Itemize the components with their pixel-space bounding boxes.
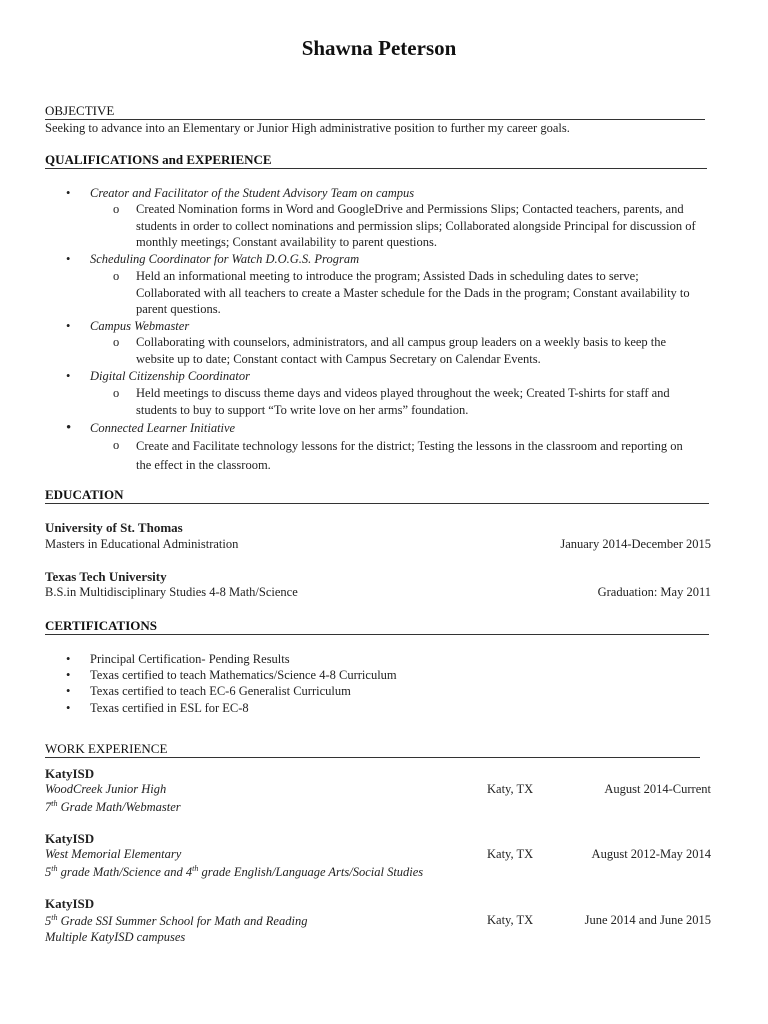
qualification-detail-text: Held meetings to discuss theme days and videos played throughout the week; Created T-shirts for staff and students to buy to support “To write love on her arms” foundation. [136, 386, 670, 417]
bullet-icon: • [66, 252, 71, 266]
qualification-title: Digital Citizenship Coordinator [90, 369, 250, 383]
job-role [45, 799, 181, 815]
certifications-heading [45, 618, 709, 635]
qualification-detail-text: Create and Facilitate technology lessons for the district; Testing the lessons in the classroom and reporting on the effect in the classroom. [136, 439, 683, 472]
job-employer: KatyISD [45, 831, 95, 846]
job-role-num: 5 [45, 865, 52, 880]
job-place-sup: th [51, 913, 58, 922]
job-dates: August 2012-May 2014 [591, 847, 711, 861]
bullet-icon: • [66, 369, 71, 383]
bullet-icon: • [66, 186, 71, 200]
sub-bullet-icon: o [113, 269, 120, 283]
job-dates: June 2014 and June 2015 [584, 913, 711, 927]
job-role-sup2: th [192, 864, 199, 873]
job-place: West Memorial Elementary [45, 847, 182, 861]
qualification-title: Connected Learner Initiative [90, 421, 236, 435]
job-place [45, 913, 307, 929]
sub-bullet-icon: o [113, 202, 120, 216]
education-school: Texas Tech University [45, 569, 167, 584]
certification-text: Texas certified to teach Mathematics/Science 4-8 Curriculum [90, 668, 397, 682]
job-role-sup: th [51, 864, 58, 873]
bullet-icon: • [66, 668, 71, 682]
bullet-icon: • [66, 420, 72, 436]
sub-bullet-icon: o [113, 335, 120, 349]
job-place: WoodCreek Junior High [45, 782, 167, 796]
certification-text: Principal Certification- Pending Results [90, 652, 290, 666]
education-heading [45, 487, 709, 504]
job-role-rest: grade English/Language Arts/Social Studies [198, 865, 424, 880]
bullet-icon: • [66, 684, 71, 698]
objective-text: Seeking to advance into an Elementary or Junior High administrative position to further my career goals. [45, 121, 570, 135]
objective-heading [45, 103, 705, 120]
job-dates: August 2014-Current [604, 782, 711, 796]
education-date: Graduation: May 2011 [597, 585, 711, 599]
bullet-icon: • [66, 319, 71, 333]
sub-bullet-icon: o [113, 386, 120, 400]
job-role [45, 864, 423, 880]
education-date: January 2014-December 2015 [560, 537, 711, 551]
job-role-mid: grade Math/Science and 4 [57, 865, 193, 880]
job-location: Katy, TX [487, 913, 534, 927]
sub-bullet-icon: o [113, 438, 120, 452]
certification-text: Texas certified to teach EC-6 Generalist Curriculum [90, 684, 351, 698]
education-degree: Masters in Educational Administration [45, 537, 239, 551]
resume-name: Shawna Peterson [301, 36, 457, 60]
education-school: University of St. Thomas [45, 520, 183, 535]
education-heading-label: EDUCATION [45, 487, 124, 502]
qualification-detail-text: Collaborating with counselors, administrators, and all campus group leaders on a weekly basis to keep the website up to date; Constant contact with Campus Secretary on Calendar Events. [136, 335, 667, 366]
job-place-num: 5 [45, 914, 52, 929]
qualification-title: Campus Webmaster [90, 319, 190, 333]
bullet-icon: • [66, 652, 71, 666]
qualification-detail-text: Created Nomination forms in Word and GoogleDrive and Permissions Slips; Contacted teachers, parents, and students in order to collect nominations and permission slips; Collaborated alongside Principal for discussion of monthly meetings; Constant availability to parent questions. [136, 202, 696, 249]
qualifications-heading [45, 152, 707, 169]
qualification-detail-text: Held an informational meeting to introduce the program; Assisted Dads in scheduling dates to serve; Collaborated with all teachers to create a Master schedule for the Dads in the program; Constant availability to parent questions. [136, 269, 690, 316]
qualification-title: Creator and Facilitator of the Student Advisory Team on campus [90, 186, 415, 200]
job-place-rest: Grade SSI Summer School for Math and Reading [57, 914, 308, 929]
job-role-num: 7 [45, 800, 52, 815]
qualifications-heading-label: QUALIFICATIONS and EXPERIENCE [45, 152, 272, 167]
job-location: Katy, TX [487, 782, 534, 796]
job-employer: KatyISD [45, 766, 95, 781]
job-location: Katy, TX [487, 847, 534, 861]
job-employer: KatyISD [45, 896, 95, 911]
work-heading-label: WORK EXPERIENCE [45, 741, 168, 756]
education-degree: B.S.in Multidisciplinary Studies 4-8 Math/Science [45, 585, 298, 599]
bullet-icon: • [66, 701, 71, 715]
work-heading [45, 741, 700, 758]
qualification-title: Scheduling Coordinator for Watch D.O.G.S. Program [90, 252, 360, 266]
job-role-rest: Grade Math/Webmaster [57, 800, 181, 815]
objective-heading-label: OBJECTIVE [45, 103, 115, 118]
certifications-heading-label: CERTIFICATIONS [45, 618, 157, 633]
job-role: Multiple KatyISD campuses [45, 930, 186, 944]
job-role-sup: th [51, 799, 58, 808]
certification-text: Texas certified in ESL for EC-8 [90, 701, 249, 715]
